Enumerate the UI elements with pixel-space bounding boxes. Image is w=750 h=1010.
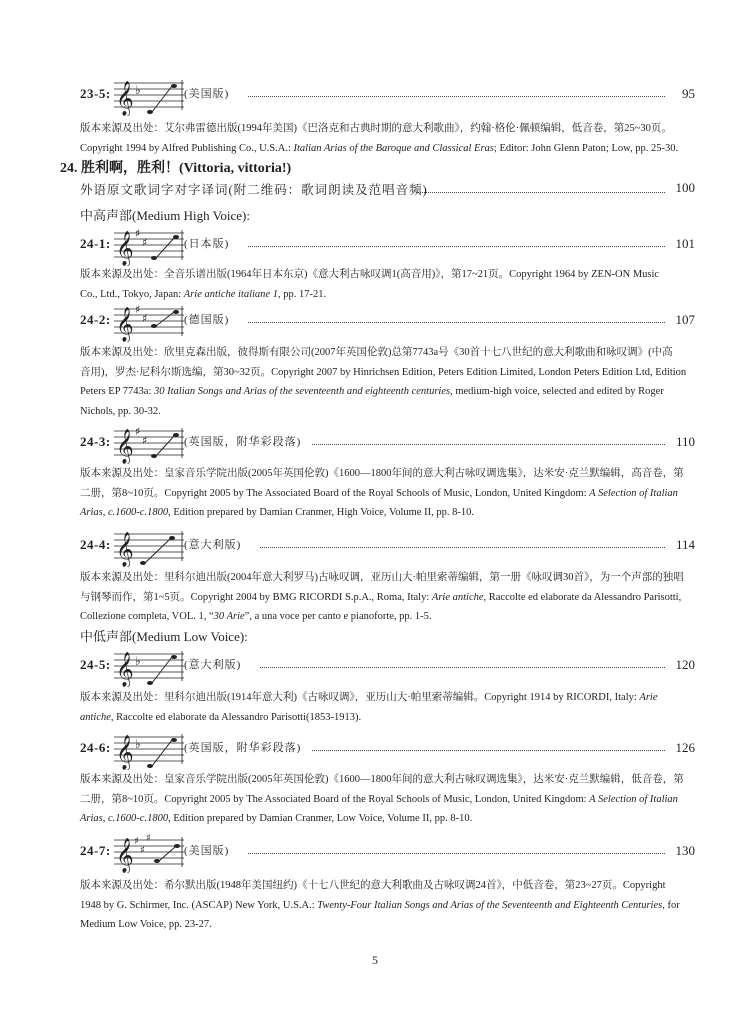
entry-row bbox=[80, 298, 695, 344]
source-note bbox=[80, 343, 695, 421]
source-cn: 1948 by G. Schirmer, Inc. (ASCAP) New York, U.S.A.: bbox=[80, 899, 315, 911]
section-title: 24. 胜利啊，胜利！(Vittoria, vittoria!) bbox=[60, 161, 292, 176]
svg-text:♯: ♯ bbox=[135, 303, 141, 316]
page-ref: 114 bbox=[672, 537, 695, 553]
source-cn: 版本来源及出处：欣里克森出版，彼得斯有限公司(2007年英国伦敦)总第7743a号《30首十七八世纪的意大利歌曲和咏叹调》(中高 bbox=[80, 347, 673, 358]
source-title: Italian Arias of the Baroque and Classical Eras bbox=[293, 142, 494, 154]
dot-leader bbox=[248, 322, 665, 323]
svg-text:♯: ♯ bbox=[134, 836, 139, 847]
source-cn: 版本来源及出处：皇家音乐学院出版(2005年英国伦敦)《1600—1800年间的意大利古咏叹调选集》，达米安·克兰默编辑，低音卷，第 bbox=[80, 774, 684, 785]
page-ref: 95 bbox=[678, 86, 695, 102]
music-incipit-icon bbox=[114, 645, 184, 687]
svg-text:♯: ♯ bbox=[142, 312, 148, 325]
lyrics-row bbox=[80, 180, 695, 200]
entry-number: 24-4: bbox=[80, 537, 111, 552]
page-ref: 107 bbox=[672, 312, 696, 328]
svg-text:𝄞: 𝄞 bbox=[116, 838, 134, 873]
dot-leader bbox=[260, 547, 665, 548]
source-en: , Raccolte ed elaborate da Alessandro Parisotti(1853-1913). bbox=[110, 711, 362, 723]
lyrics-label: 外语原文歌词字对字译词(附二维码：歌词朗读及范唱音频) bbox=[80, 180, 432, 198]
source-en: Co., Ltd., Tokyo, Japan: bbox=[80, 288, 182, 300]
source-title: Twenty-Four Italian Songs and Arias of the Seventeenth and Eighteenth Centuries bbox=[317, 899, 663, 911]
entry-number: 24-3: bbox=[80, 434, 111, 449]
source-note bbox=[80, 568, 695, 627]
svg-text:𝄞: 𝄞 bbox=[116, 429, 134, 464]
svg-text:𝄞: 𝄞 bbox=[116, 532, 134, 567]
dot-leader bbox=[260, 667, 665, 668]
svg-text:♯: ♯ bbox=[142, 434, 148, 447]
svg-text:♯: ♯ bbox=[135, 227, 141, 240]
svg-text:𝄞: 𝄞 bbox=[116, 307, 134, 342]
source-title: Arias, c.1600-c.1800 bbox=[80, 813, 169, 824]
source-en: , Raccolte ed elaborate da Alessandro Parisotti, bbox=[483, 591, 682, 603]
svg-text:𝄞: 𝄞 bbox=[116, 652, 134, 687]
svg-text:𝄞: 𝄞 bbox=[116, 81, 134, 116]
music-incipit-icon bbox=[114, 728, 184, 770]
entry-number: 24-7: bbox=[80, 843, 111, 858]
edition-label: (意大利版) bbox=[184, 536, 245, 552]
dot-leader bbox=[312, 444, 665, 445]
source-en: Peters EP 7743a: bbox=[80, 386, 152, 397]
page-ref: 120 bbox=[672, 657, 696, 673]
page-ref: 100 bbox=[675, 180, 695, 195]
source-note bbox=[80, 119, 695, 158]
entry-number: 24-5: bbox=[80, 657, 111, 672]
source-title: Arie antiche bbox=[431, 591, 484, 603]
source-note bbox=[80, 464, 695, 523]
dot-leader bbox=[248, 853, 665, 854]
entry-row bbox=[80, 222, 695, 268]
svg-text:𝄞: 𝄞 bbox=[116, 735, 134, 770]
svg-text:𝄞: 𝄞 bbox=[116, 231, 134, 266]
dot-leader bbox=[416, 192, 665, 193]
source-cn: 与钢琴而作，第1~5页。Copyright 2004 by BMG RICORDI S.p.A., Roma, Italy: bbox=[80, 591, 430, 603]
source-en: Copyright 1994 by Alfred Publishing Co., U.S.A.: bbox=[80, 142, 291, 154]
page-ref: 130 bbox=[672, 843, 696, 859]
music-incipit-icon bbox=[114, 74, 184, 116]
source-cn: 版本来源及出处：全音乐谱出版(1964年日本东京)《意大利古咏叹调1(高音用)》，第17~21页。Copyright 1964 by ZEN-ON Music bbox=[80, 269, 660, 280]
dot-leader bbox=[248, 96, 665, 97]
voice-heading: 中低声部(Medium Low Voice): bbox=[80, 629, 248, 644]
music-incipit-icon bbox=[114, 525, 184, 567]
edition-label: (意大利版) bbox=[184, 656, 245, 672]
source-cn: 版本来源及出处：里科尔迪出版(2004年意大利罗马)古咏叹调，亚历山大·帕里索蒂编辑，第一册《咏叹调30首》，为一个声部的独唱 bbox=[80, 572, 684, 583]
edition-label: (美国版) bbox=[184, 85, 233, 101]
source-cn: 版本来源及出处：希尔默出版(1948年美国纽约)《十七八世纪的意大利歌曲及古咏叹调24首》，中低音卷，第23~27页。Copyright bbox=[80, 880, 666, 891]
svg-text:♯: ♯ bbox=[135, 425, 141, 438]
entry-row bbox=[80, 829, 695, 875]
source-cn: 二册，第8~10页。Copyright 2005 by The Associated Board of the Royal Schools of Music, London, United Kingdom: bbox=[80, 793, 587, 805]
source-title: Arie bbox=[639, 692, 658, 703]
source-title: antiche bbox=[80, 711, 111, 723]
entry-row bbox=[80, 72, 695, 118]
entry-number: 23-5: bbox=[80, 86, 111, 101]
source-en: , Edition prepared by Damian Cranmer, High Voice, Volume II, pp. 8-10. bbox=[168, 507, 474, 518]
svg-text:♯: ♯ bbox=[146, 833, 151, 844]
page-ref: 110 bbox=[672, 434, 695, 450]
entry-number: 24-2: bbox=[80, 312, 111, 327]
entry-row bbox=[80, 420, 695, 466]
source-en: , Edition prepared by Damian Cranmer, Low Voice, Volume II, pp. 8-10. bbox=[168, 813, 473, 824]
edition-label: (日本版) bbox=[184, 235, 233, 251]
svg-text:♭: ♭ bbox=[135, 83, 141, 97]
dot-leader bbox=[312, 750, 665, 751]
source-title: 30 Italian Songs and Arias of the seventeenth and eighteenth centuries bbox=[153, 386, 451, 397]
svg-text:♯: ♯ bbox=[142, 236, 148, 249]
edition-label: (英国版，附华彩段落) bbox=[184, 739, 305, 755]
source-note bbox=[80, 688, 695, 727]
source-title: Arias, c.1600-c.1800 bbox=[80, 507, 169, 518]
voice-heading: 中高声部(Medium High Voice): bbox=[80, 208, 250, 223]
edition-label: (美国版) bbox=[184, 842, 233, 858]
source-en: , pp. 17-21. bbox=[277, 288, 327, 300]
music-incipit-icon bbox=[114, 831, 184, 873]
source-note bbox=[80, 770, 695, 829]
source-en: Nichols, pp. 30-32. bbox=[80, 405, 161, 417]
page-number: 5 bbox=[372, 953, 378, 967]
svg-text:♭: ♭ bbox=[135, 654, 141, 668]
svg-text:♯: ♯ bbox=[140, 845, 145, 856]
source-note bbox=[80, 876, 695, 935]
edition-label: (德国版) bbox=[184, 311, 233, 327]
source-cn: 版本来源及出处：里科尔迪出版(1914年意大利)《古咏叹调》，亚历山大·帕里索蒂编辑。Copyright 1914 by RICORDI, Italy: bbox=[80, 692, 637, 703]
music-incipit-icon bbox=[114, 422, 184, 464]
source-cn: 版本来源及出处：皇家音乐学院出版(2005年英国伦敦)《1600—1800年间的意大利古咏叹调选集》，达米安·克兰默编辑，高音卷，第 bbox=[80, 468, 684, 479]
source-en: ; Editor: John Glenn Paton; Low, pp. 25-30. bbox=[493, 142, 679, 154]
entry-row bbox=[80, 523, 695, 569]
source-en: , medium-high voice, selected and edited by Roger bbox=[450, 386, 664, 397]
entry-number: 24-6: bbox=[80, 740, 111, 755]
source-en: Medium Low Voice, pp. 23-27. bbox=[80, 919, 212, 930]
source-title: A Selection of Italian bbox=[589, 487, 678, 499]
source-title: Arie antiche italiane 1 bbox=[183, 288, 278, 300]
source-cn: 版本来源及出处：艾尔弗雷德出版(1994年美国)《巴洛克和古典时期的意大利歌曲》，约翰·格伦·佩顿编辑，低音卷，第25~30页。 bbox=[80, 123, 672, 134]
music-incipit-icon bbox=[114, 224, 184, 266]
source-en: ”, a una voce per canto e pianoforte, pp. 1-5. bbox=[244, 611, 432, 622]
source-en: Collezione completa, VOL. 1, “ bbox=[80, 611, 214, 622]
edition-label: (英国版，附华彩段落) bbox=[184, 433, 305, 449]
source-cn: 二册，第8~10页。Copyright 2005 by The Associated Board of the Royal Schools of Music, London, United Kingdom: bbox=[80, 487, 587, 499]
svg-text:♭: ♭ bbox=[135, 737, 141, 751]
entry-number: 24-1: bbox=[80, 236, 111, 251]
music-incipit-icon bbox=[114, 300, 184, 342]
entry-row bbox=[80, 726, 695, 772]
dot-leader bbox=[248, 246, 665, 247]
source-title: A Selection of Italian bbox=[589, 793, 678, 805]
page-ref: 126 bbox=[672, 740, 696, 756]
page-ref: 101 bbox=[672, 236, 696, 252]
source-en: , for bbox=[662, 899, 680, 911]
entry-row bbox=[80, 643, 695, 689]
source-title: 30 Arie bbox=[213, 611, 245, 622]
source-cn: 音用)，罗杰·尼科尔斯选编，第30~32页。Copyright 2007 by Hinrichsen Edition, Peters Edition Limited, London Peters Edition Ltd, Edition bbox=[80, 366, 687, 378]
